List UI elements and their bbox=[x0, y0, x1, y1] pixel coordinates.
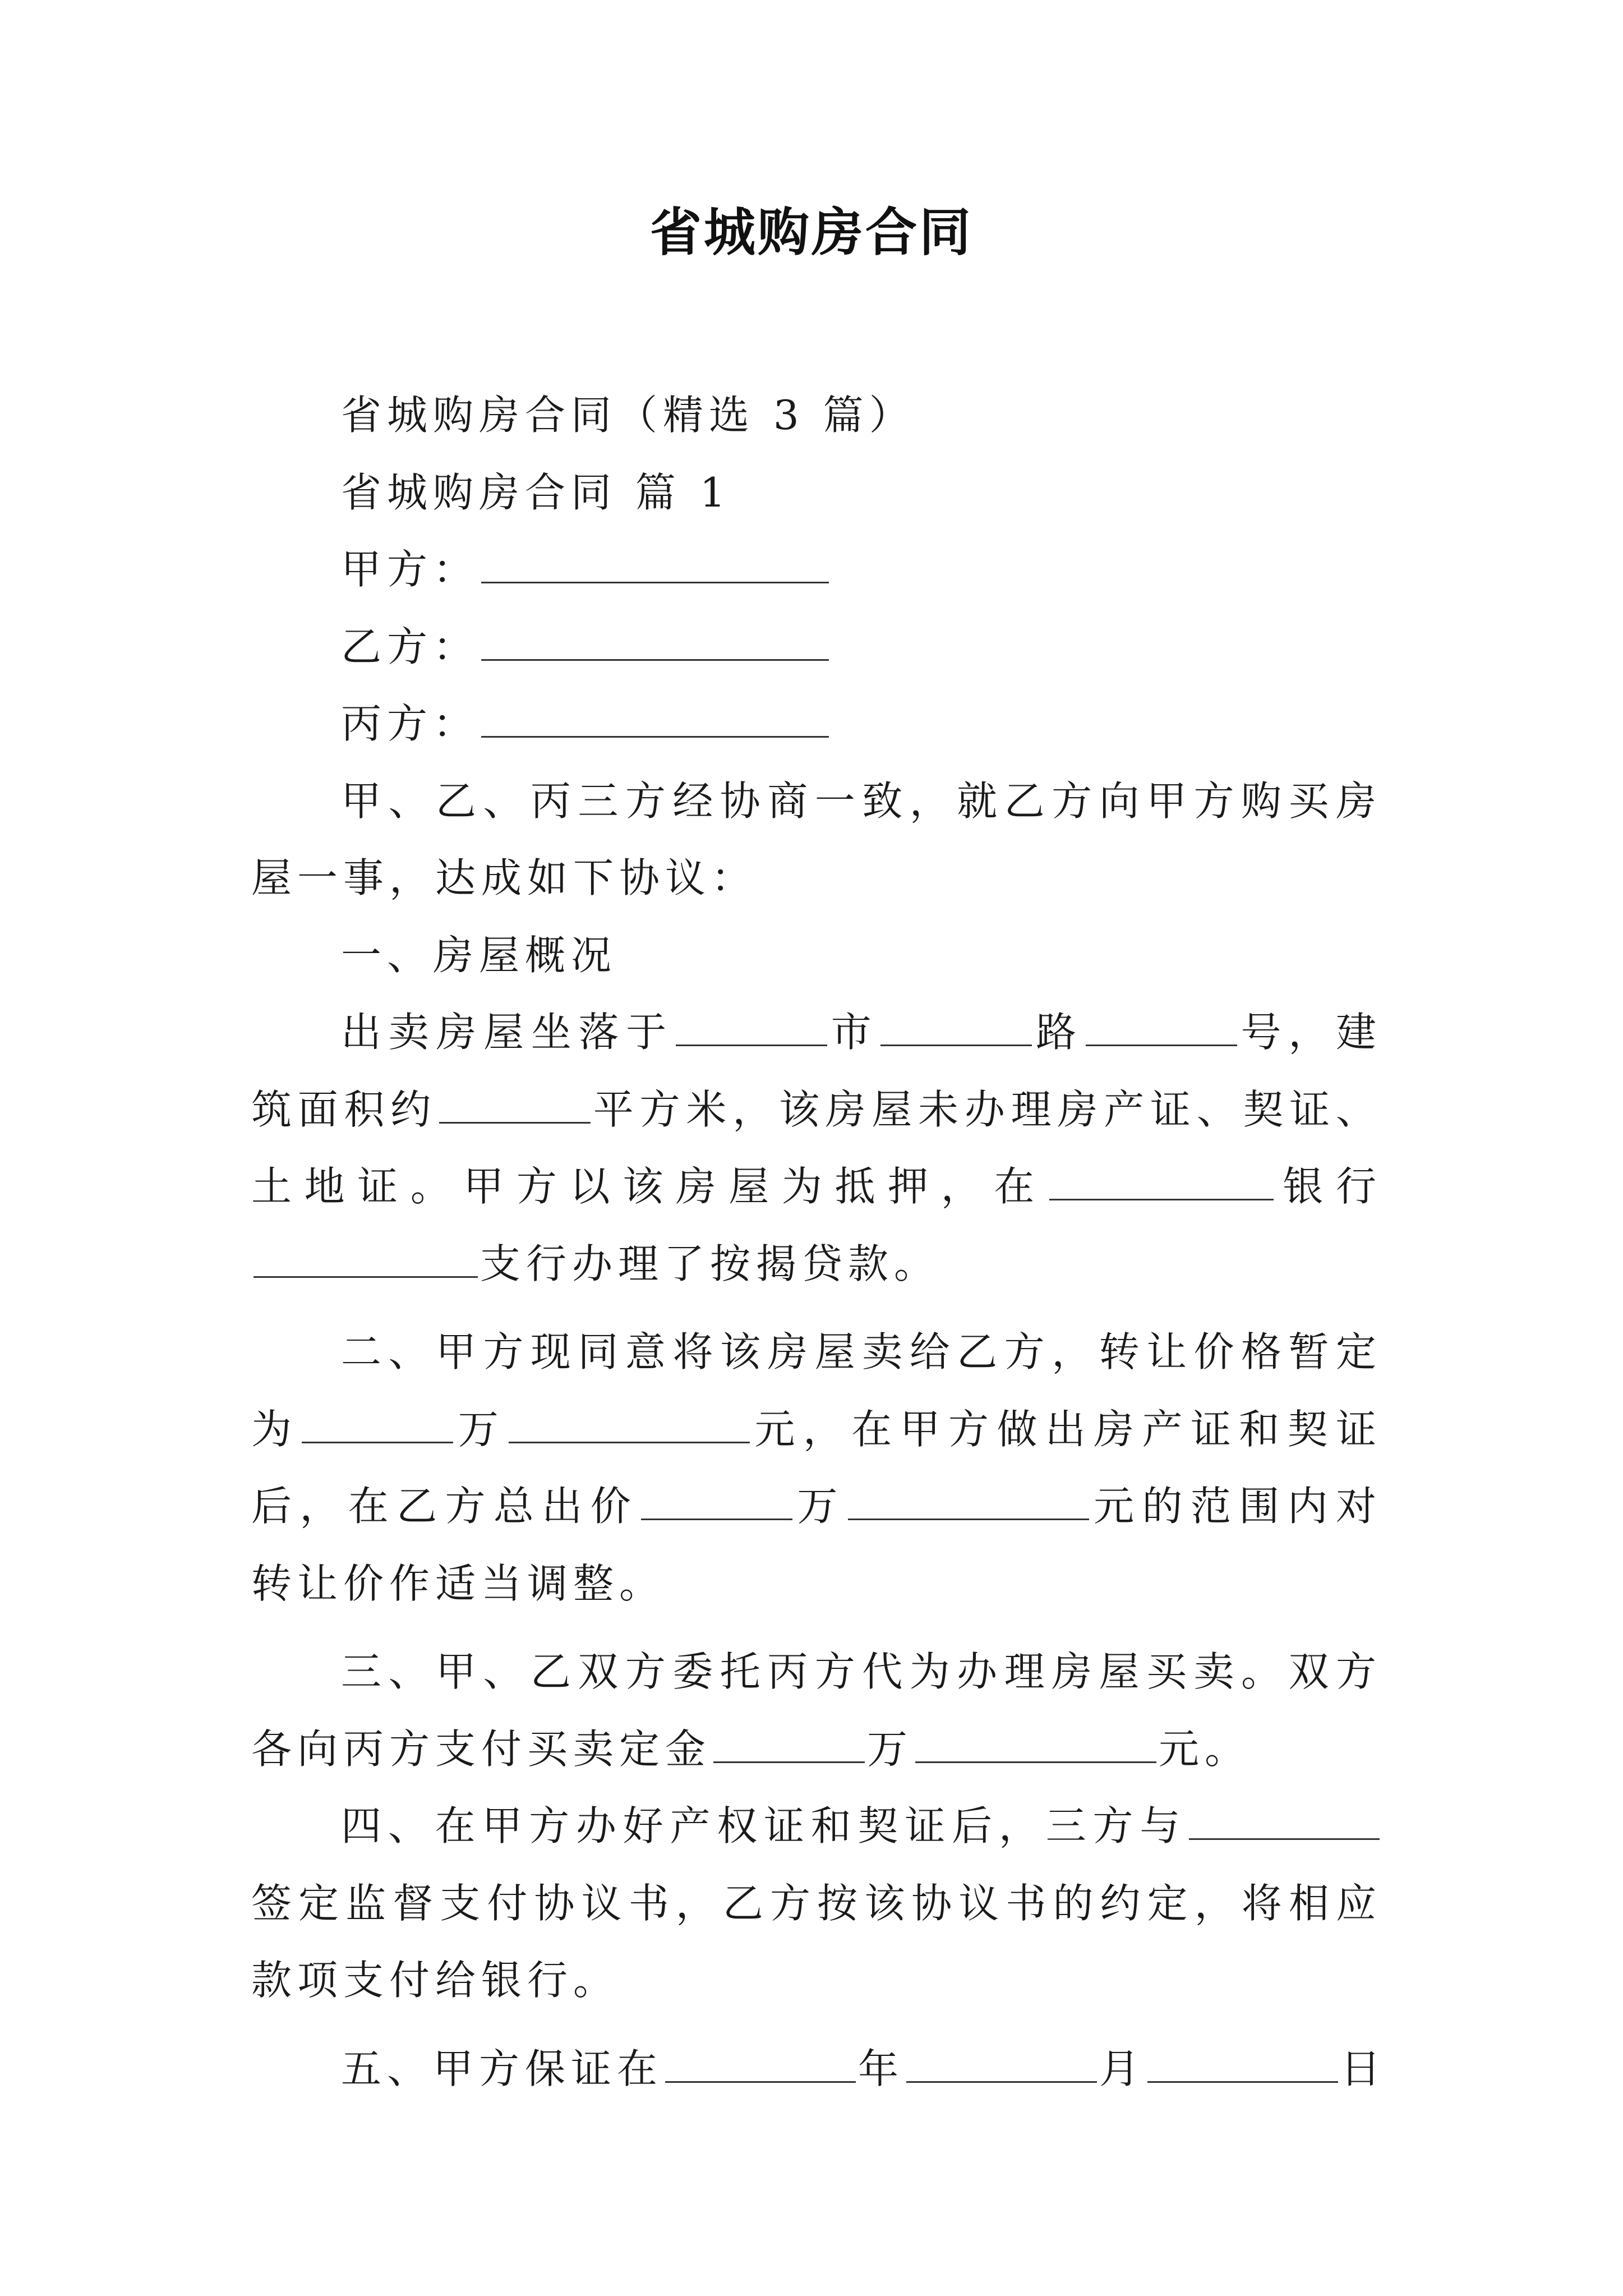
clause-1-paragraph bbox=[251, 994, 1382, 1303]
party-line-a bbox=[251, 531, 1382, 609]
party-blank-a[interactable] bbox=[481, 546, 829, 583]
day-blank[interactable] bbox=[1147, 2045, 1338, 2083]
clause-2-paragraph bbox=[251, 1314, 1382, 1622]
spacer bbox=[251, 1622, 1382, 1634]
price-wan-blank[interactable] bbox=[302, 1406, 453, 1443]
clause-5-line bbox=[251, 2031, 1387, 2108]
section-heading: 省城购房合同 篇 1 bbox=[341, 468, 731, 516]
clause-2-text-4: 万 bbox=[794, 1483, 846, 1530]
clause-1-text-1: 出卖房屋坐落于 bbox=[341, 1009, 674, 1056]
agreement-party-blank[interactable] bbox=[1189, 1802, 1380, 1840]
spacer bbox=[251, 2019, 1382, 2031]
price-yuan-blank[interactable] bbox=[509, 1406, 750, 1443]
intro-paragraph: 甲、乙、丙三方经协商一致，就乙方向甲方购买房屋一事，达成如下协议： bbox=[251, 777, 1382, 901]
clause-5-text-4: 日 bbox=[1340, 2045, 1387, 2092]
clause-2-text-2: 万 bbox=[455, 1405, 507, 1453]
total-yuan-blank[interactable] bbox=[848, 1483, 1089, 1520]
clause-5-text-1: 五、甲方保证在 bbox=[341, 2045, 663, 2092]
deposit-yuan-blank[interactable] bbox=[915, 1726, 1156, 1763]
clause-3-text-2: 万 bbox=[867, 1725, 914, 1773]
clause-3-text-3: 元。 bbox=[1159, 1725, 1251, 1773]
clause-2-text-1: 二、甲方现同意将该房屋卖给乙方，转让价格暂定为 bbox=[251, 1328, 1382, 1453]
party-label-a: 甲方： bbox=[341, 546, 479, 593]
document-title: 省城购房合同 bbox=[649, 203, 973, 263]
city-blank[interactable] bbox=[676, 1009, 827, 1046]
clause-5-text-3: 月 bbox=[1099, 2045, 1146, 2092]
document-body bbox=[251, 377, 1387, 2108]
road-blank[interactable] bbox=[880, 1009, 1032, 1046]
clause-4-text-1: 四、在甲方办好产权证和契证后，三方与 bbox=[341, 1802, 1187, 1849]
clause-1-heading: 一、房屋概况 bbox=[341, 931, 617, 979]
branch-blank[interactable] bbox=[253, 1240, 478, 1278]
clause-1-text-7: 支行办理了按揭贷款。 bbox=[480, 1240, 940, 1287]
clause-1-text-2: 市 bbox=[829, 1009, 879, 1056]
clause-2-text-3: 元，在甲方做出房产证和契证后，在乙方总出价 bbox=[251, 1405, 1382, 1530]
bank-blank[interactable] bbox=[1049, 1163, 1274, 1200]
clause-1-text-3: 路 bbox=[1034, 1009, 1083, 1056]
clause-3-text-1: 三、甲、乙双方委托丙方代为办理房屋买卖。双方各向丙方支付买卖定金 bbox=[251, 1648, 1382, 1773]
party-line-c bbox=[251, 685, 1382, 763]
clause-4-paragraph bbox=[251, 1788, 1382, 2019]
month-blank[interactable] bbox=[906, 2045, 1097, 2083]
party-line-b bbox=[251, 609, 1382, 686]
year-blank[interactable] bbox=[665, 2045, 856, 2083]
clause-5-text-2: 年 bbox=[858, 2045, 905, 2092]
clause-2-text-5: 元的范围内对转让价作适当调整。 bbox=[251, 1483, 1382, 1607]
party-blank-b[interactable] bbox=[481, 623, 829, 661]
clause-1-text-5: 平方米，该房屋未办理房产证、契证、土地证。甲方以该房屋为抵押，在 bbox=[251, 1085, 1382, 1210]
spacer bbox=[251, 1303, 1382, 1314]
clause-1-text-4: 号，建筑面积约 bbox=[251, 1009, 1382, 1133]
party-blank-c[interactable] bbox=[481, 700, 829, 738]
deposit-wan-blank[interactable] bbox=[713, 1726, 865, 1763]
area-blank[interactable] bbox=[439, 1086, 591, 1124]
clause-1-text-6: 银行 bbox=[1275, 1163, 1382, 1210]
total-wan-blank[interactable] bbox=[641, 1483, 792, 1520]
subtitle: 省城购房合同（精选 3 篇） bbox=[341, 392, 915, 439]
party-label-c: 丙方： bbox=[341, 700, 479, 747]
number-blank[interactable] bbox=[1086, 1009, 1237, 1046]
party-label-b: 乙方： bbox=[341, 623, 479, 670]
clause-3-paragraph bbox=[251, 1634, 1382, 1788]
clause-4-text-2: 签定监督支付协议书，乙方按该协议书的约定，将相应款项支付给银行。 bbox=[251, 1879, 1382, 2004]
